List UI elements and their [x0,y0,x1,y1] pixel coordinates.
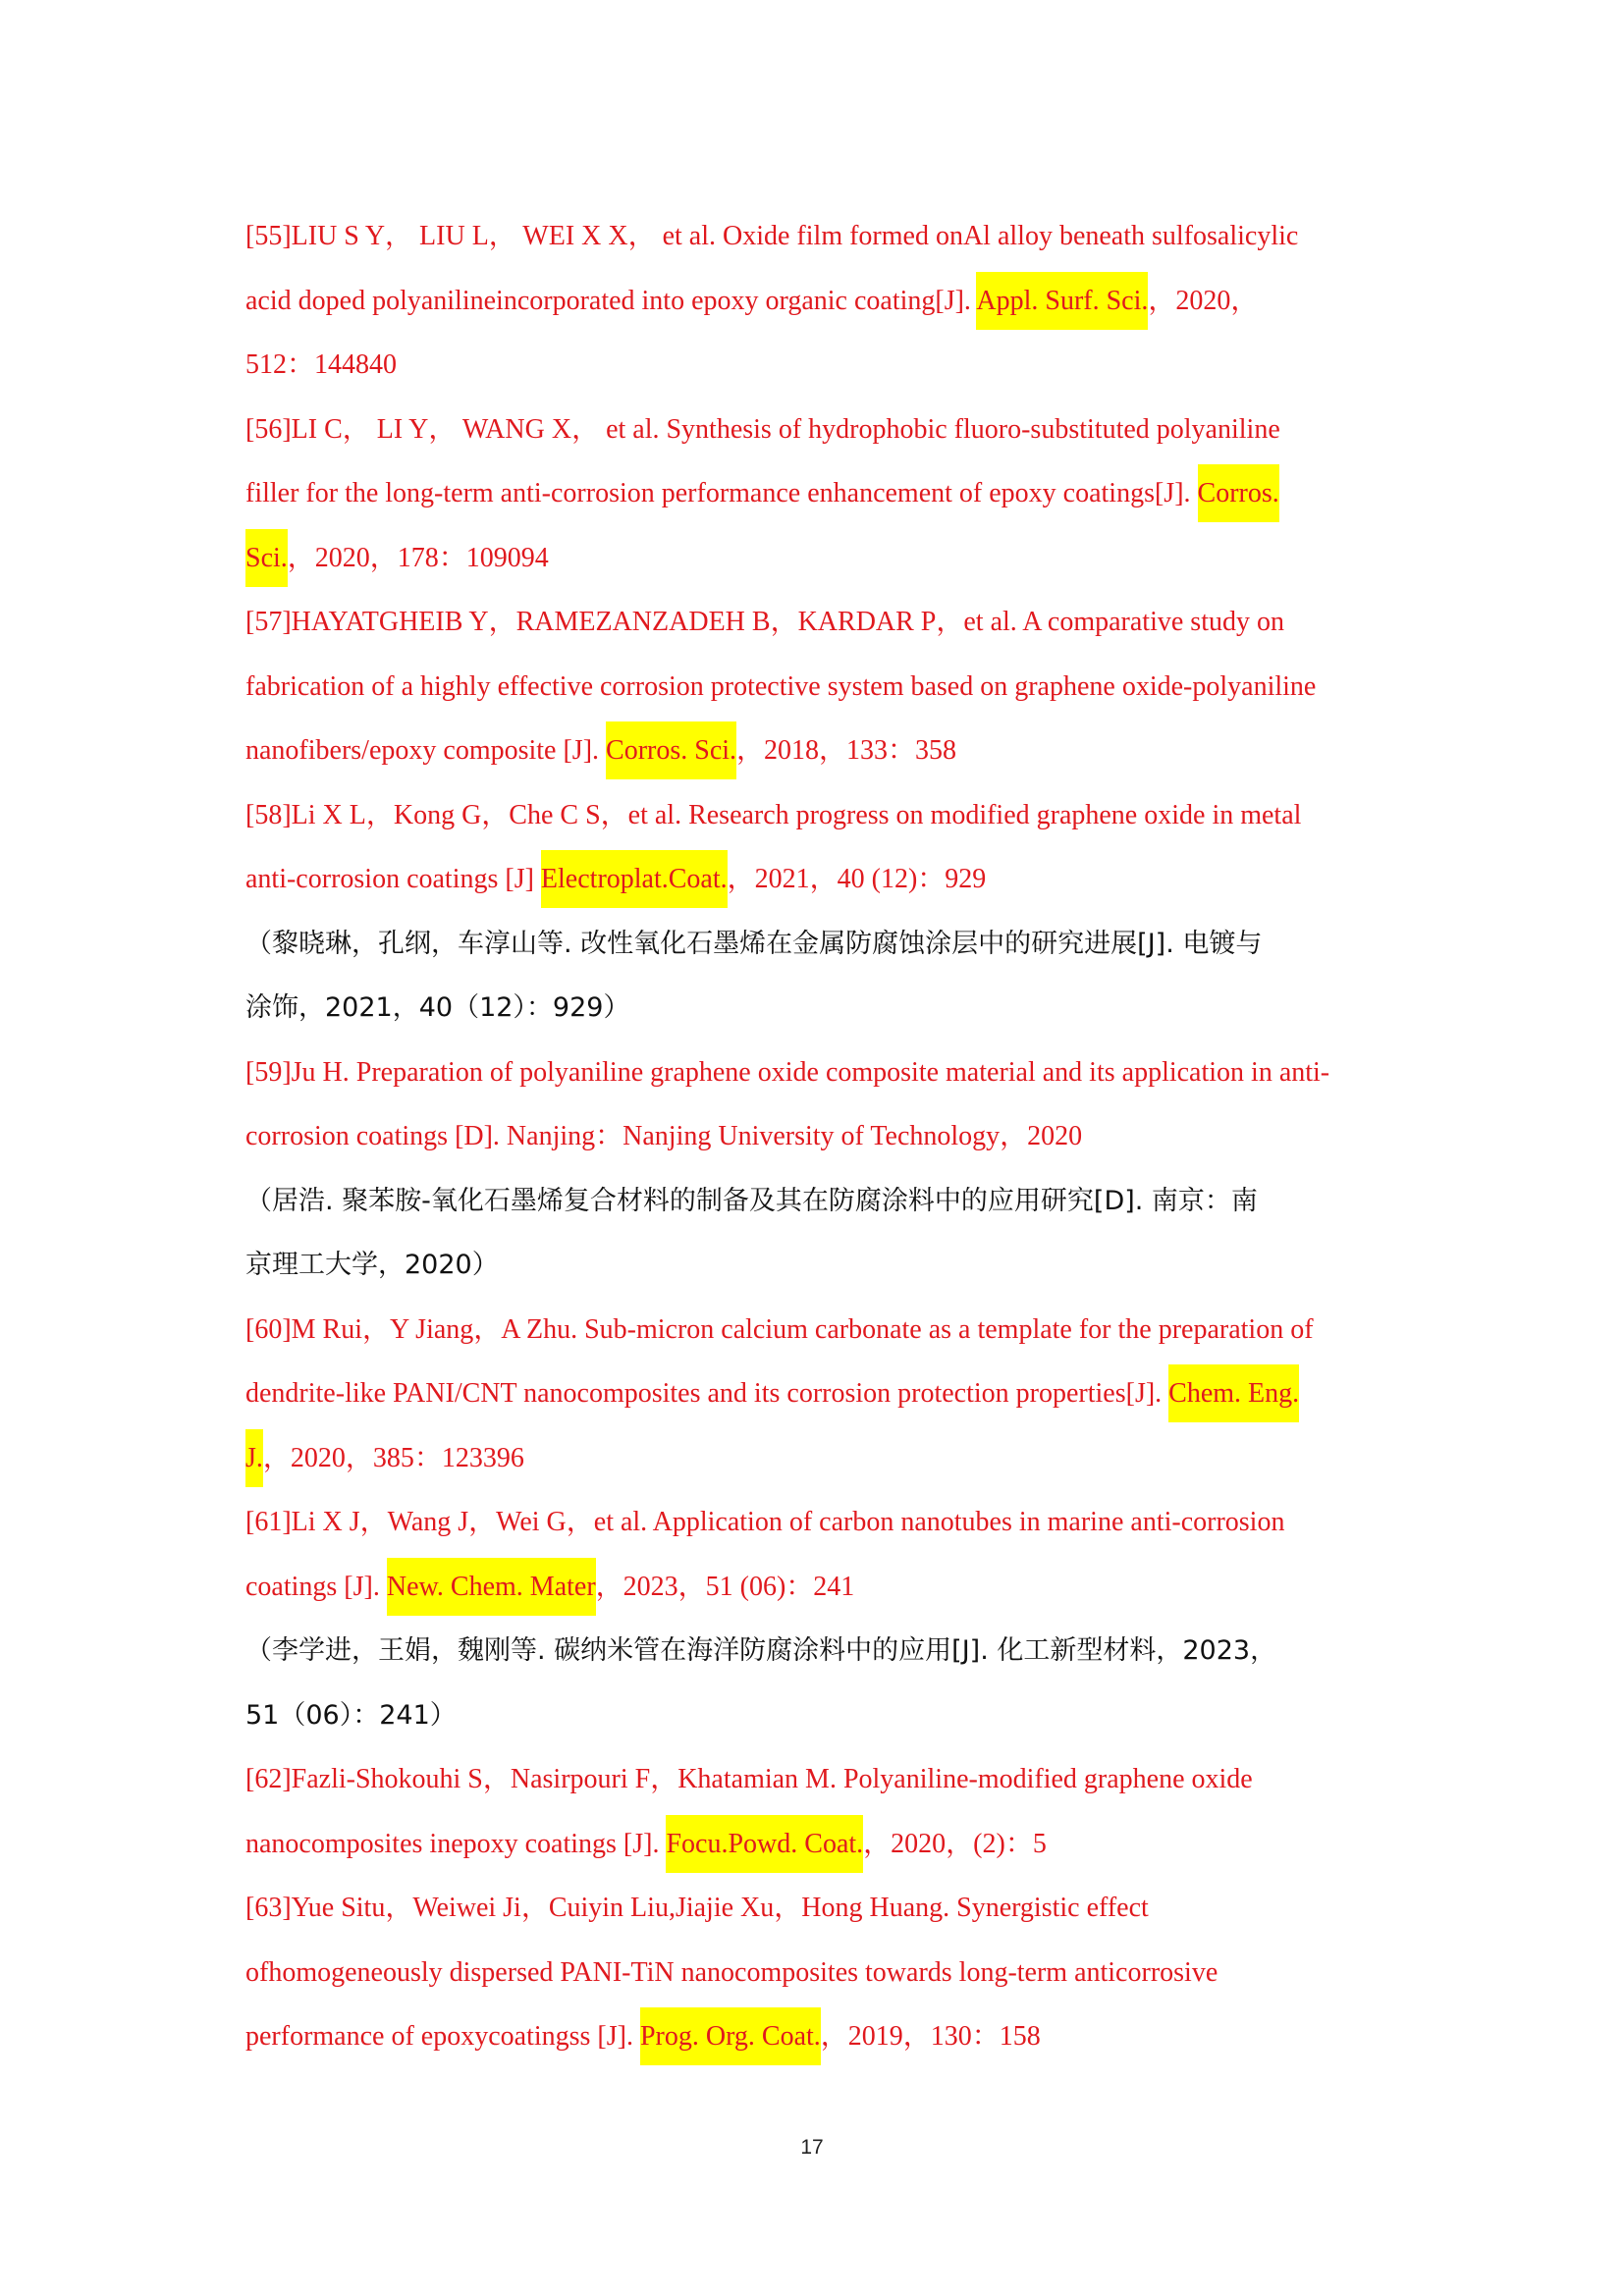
line-text: [55]LIU S Y， LIU L， WEI X X， et al. Oxide film formed onAl alloy beneath sulfosalicylic [245,221,1299,251]
line-text: （黎晓琳，孔纲，车淳山等. 改性氧化石墨烯在金属防腐蚀涂层中的研究进展[J]. 电镀与 [245,928,1263,959]
journal-highlight: Sci. [245,529,288,587]
line-text: [61]Li X J，Wang J，Wei G，et al. Application of carbon nanotubes in marine anti-corrosion [245,1507,1285,1537]
reference-line [245,398,1384,462]
reference-line [245,590,1384,655]
line-text-tail: ，2023，51 (06)：241 [595,1571,855,1602]
line-text-tail: ，2020，385：123396 [262,1442,524,1473]
line-text: corrosion coatings [D]. Nanjing：Nanjing University of Technology，2020 [245,1121,1083,1151]
reference-line [245,1041,1384,1105]
line-text: [58]Li X L，Kong G，Che C S，et al. Research progress on modified graphene oxide in metal [245,799,1302,830]
line-text: 51（06）：241） [245,1699,457,1731]
reference-line [245,1747,1384,1812]
line-text: nanofibers/epoxy composite [J]. [245,735,607,766]
line-text: （李学进，王娟，魏刚等. 碳纳米管在海洋防腐涂料中的应用[J]. 化工新型材料，2023， [245,1635,1277,1666]
journal-highlight: Prog. Org. Coat. [640,2007,821,2065]
reference-line [245,783,1384,848]
reference-line [245,1490,1384,1555]
reference-line [245,847,1384,912]
chinese-translation-line [245,976,1384,1041]
line-text: filler for the long-term anti-corrosion performance enhancement of epoxy coatings[J]. [245,478,1198,508]
reference-line [245,719,1384,783]
line-text-tail: ，2019，130：158 [820,2021,1041,2052]
line-text: 涂饰，2021，40（12）：929） [245,992,630,1023]
line-text: [57]HAYATGHEIB Y，RAMEZANZADEH B，KARDAR P，et al. A comparative study on [245,607,1284,637]
line-text: [63]Yue Situ，Weiwei Ji，Cuiyin Liu,Jiajie Xu，Hong Huang. Synergistic effect [245,1893,1149,1923]
line-text: dendrite-like PANI/CNT nanocomposites and its corrosion protection properties[J]. [245,1378,1169,1409]
page-number: 17 [800,2136,824,2159]
journal-highlight: Focu.Powd. Coat. [666,1815,863,1873]
line-text-tail: ，2020，178：109094 [287,542,549,573]
reference-line [245,655,1384,720]
reference-line [245,1426,1384,1491]
line-text: ofhomogeneously dispersed PANI-TiN nanocomposites towards long-term anticorrosive [245,1956,1218,1988]
line-text-tail: ，2018，133：358 [736,735,957,766]
journal-highlight: Appl. Surf. Sci. [976,272,1148,330]
line-text-tail: ，2020， [1148,285,1259,316]
line-text: [60]M Rui，Y Jiang，A Zhu. Sub-micron calcium carbonate as a template for the preparation of [245,1313,1314,1345]
line-text: acid doped polyanilineincorporated into epoxy organic coating[J]. [245,285,977,316]
chinese-translation-line [245,912,1384,977]
chinese-translation-line [245,1233,1384,1298]
chinese-translation-line [245,1169,1384,1234]
reference-line [245,1298,1384,1362]
reference-line [245,1104,1384,1169]
journal-highlight: Electroplat.Coat. [541,850,728,908]
reference-line [245,204,1384,269]
line-text: （居浩. 聚苯胺-氧化石墨烯复合材料的制备及其在防腐涂料中的应用研究[D]. 南京：南 [245,1185,1258,1216]
reference-line [245,1941,1384,2005]
journal-highlight: Chem. Eng. [1168,1364,1299,1422]
reference-line [245,1362,1384,1426]
journal-highlight: Corros. [1198,464,1279,522]
reference-line [245,1812,1384,1877]
line-text: coatings [J]. [245,1571,387,1602]
reference-line [245,461,1384,526]
reference-line [245,269,1384,334]
reference-line [245,333,1384,398]
line-text-tail: ，2021，40 (12)：929 [727,864,987,894]
line-text: fabrication of a highly effective corrosion protective system based on graphene oxide-polyaniline [245,670,1317,702]
line-text: [62]Fazli-Shokouhi S，Nasirpouri F，Khatamian M. Polyaniline-modified graphene oxide [245,1764,1253,1794]
chinese-translation-line [245,1619,1384,1683]
line-text: anti-corrosion coatings [J] [245,864,541,894]
reference-line [245,2004,1384,2069]
journal-highlight: Corros. Sci. [606,721,736,779]
line-text: [59]Ju H. Preparation of polyaniline graphene oxide composite material and its application in anti- [245,1056,1330,1088]
line-text: 512：144840 [245,349,398,380]
reference-line [245,526,1384,591]
journal-highlight: J. [245,1429,263,1487]
reference-line [245,1876,1384,1941]
line-text: [56]LI C， LI Y， WANG X， et al. Synthesis of hydrophobic fluoro-substituted polyaniline [245,413,1280,445]
line-text: performance of epoxycoatingss [J]. [245,2021,640,2052]
line-text: nanocomposites inepoxy coatings [J]. [245,1828,667,1859]
reference-list [245,204,1384,2069]
line-text: 京理工大学，2020） [245,1250,499,1280]
line-text-tail: ，2020，(2)：5 [863,1828,1047,1859]
chinese-translation-line [245,1683,1384,1748]
journal-highlight: New. Chem. Mater [387,1558,596,1616]
reference-line [245,1555,1384,1620]
